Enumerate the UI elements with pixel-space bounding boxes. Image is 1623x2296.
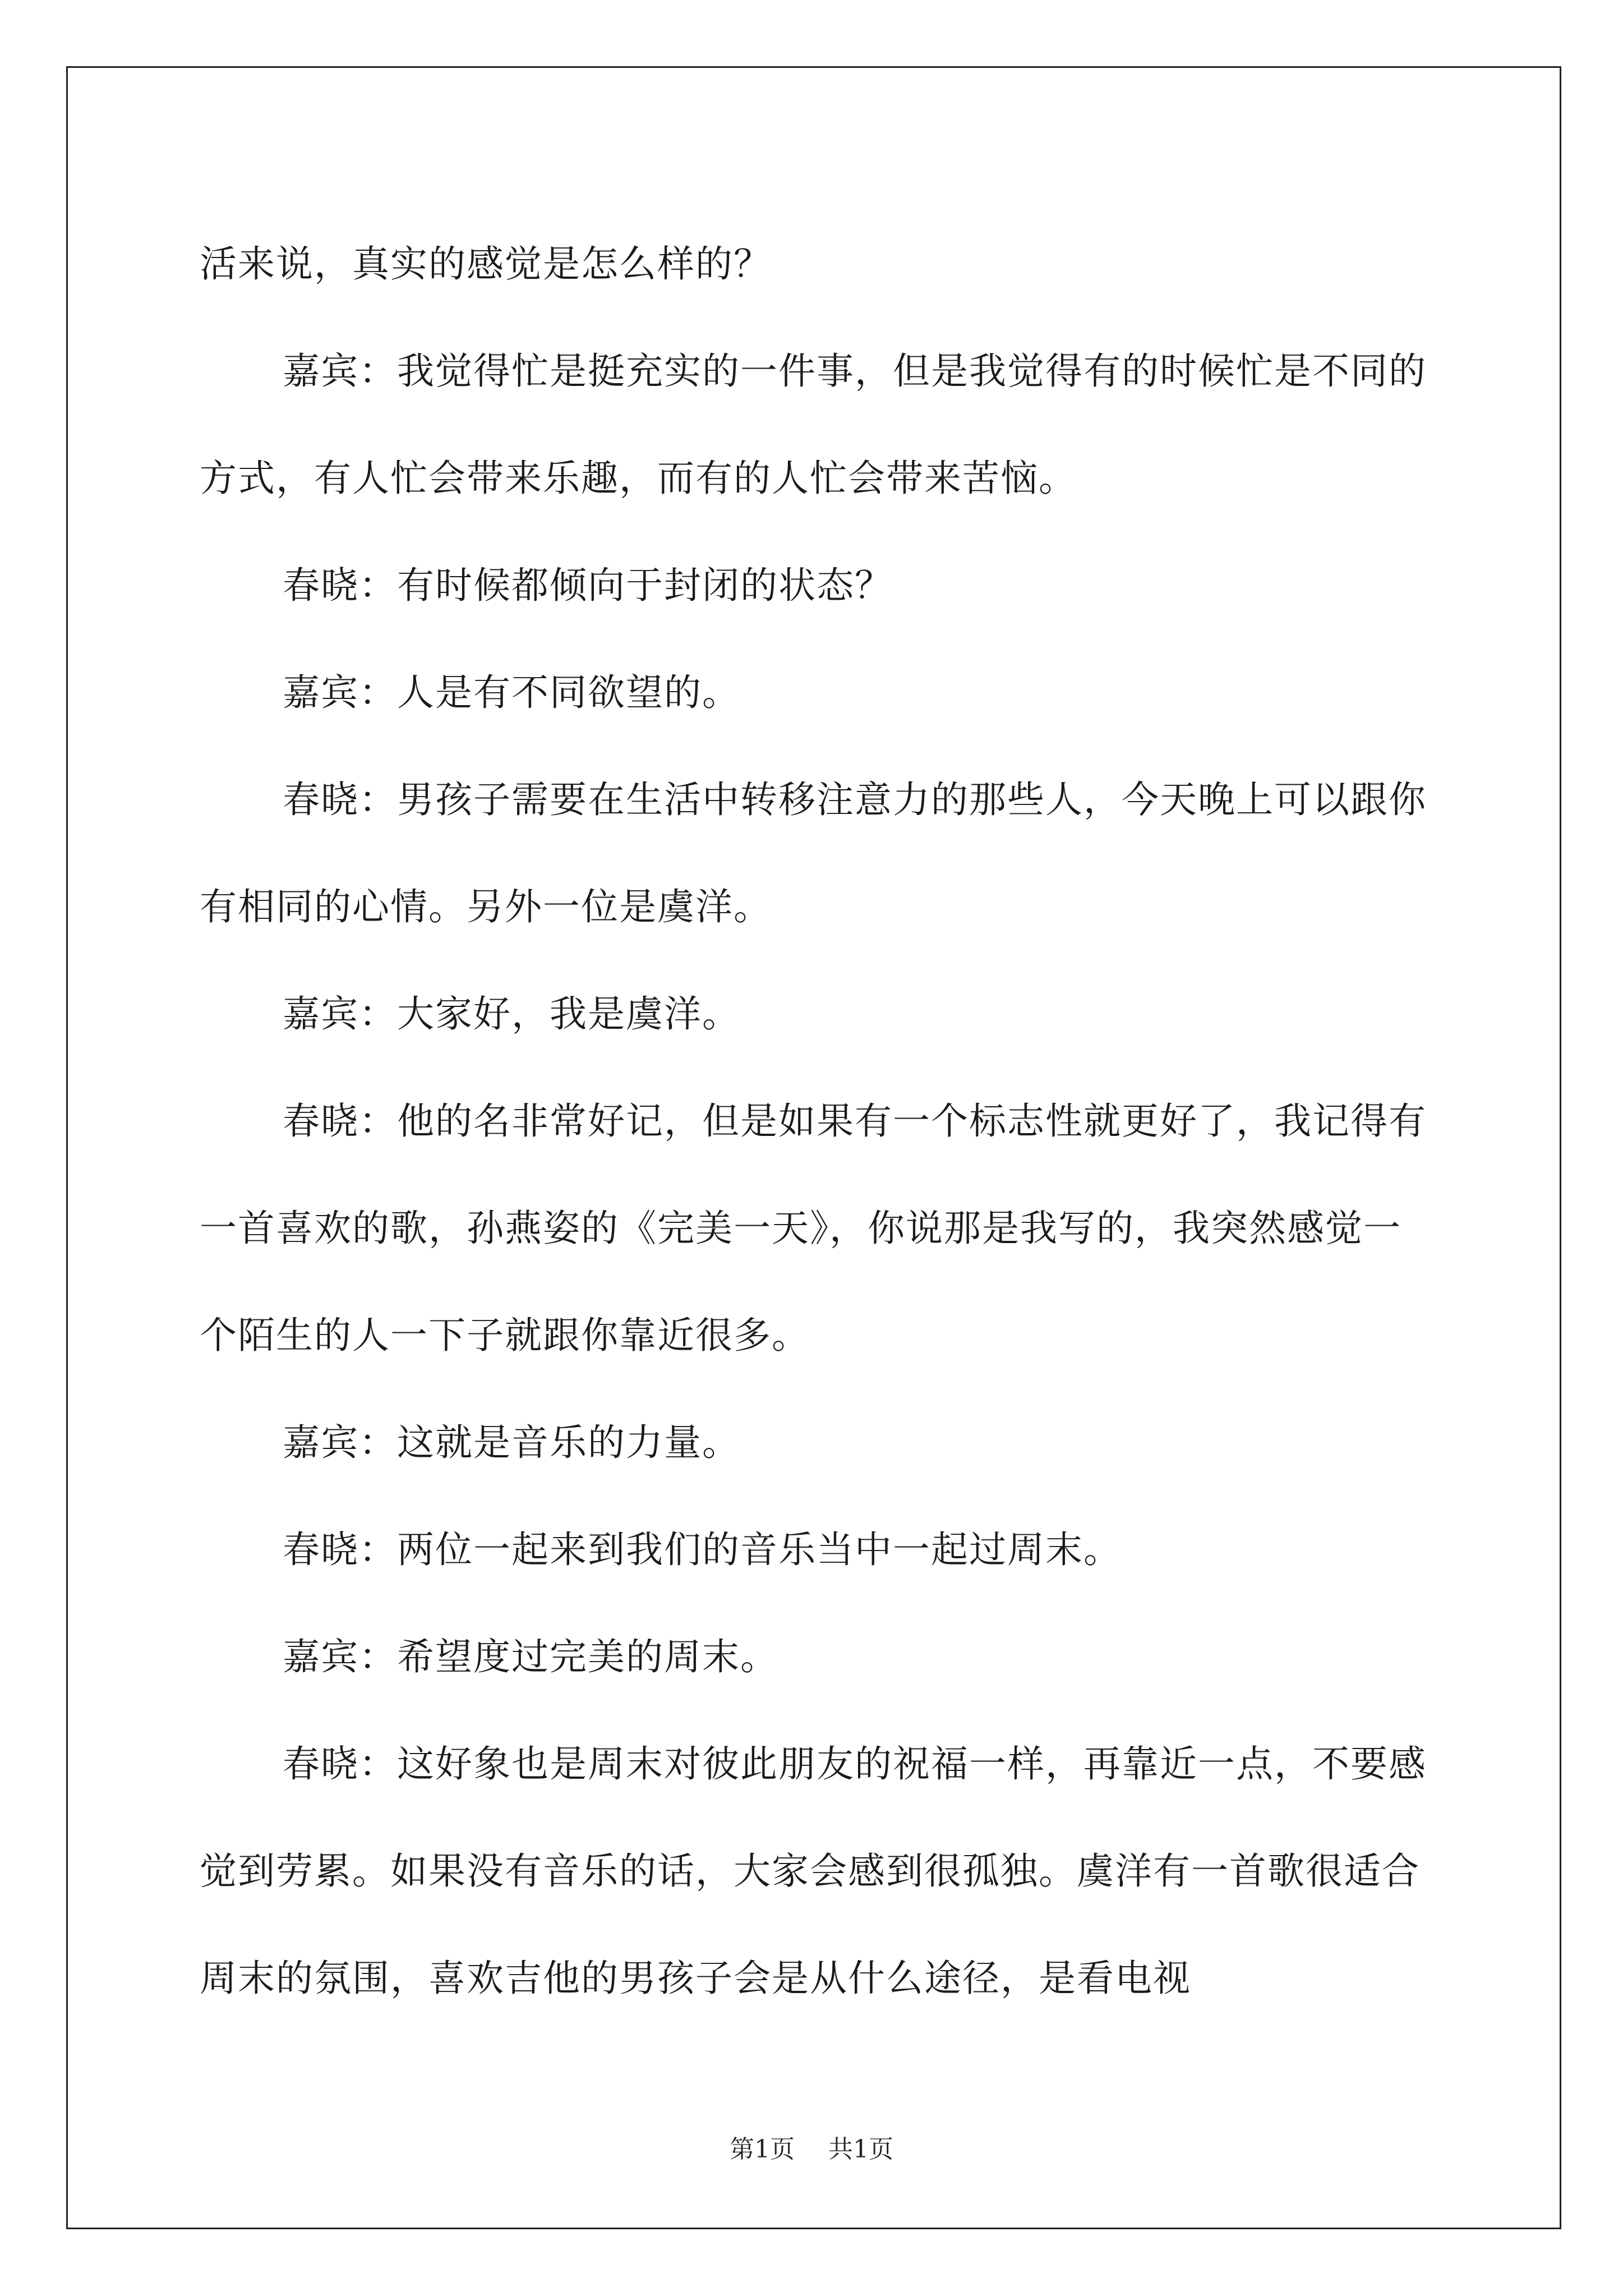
paragraph: 春晓：有时候都倾向于封闭的状态？ [283,564,893,607]
paragraph: 嘉宾：我觉得忙是挺充实的一件事，但是我觉得有的时候忙是不同的方式，有人忙会带来乐趣，而有的人忙会带来苦恼。 [200,349,1427,500]
page-total: 共1页 [828,2135,893,2164]
paragraph: 嘉宾：这就是音乐的力量。 [283,1421,740,1464]
document-body [200,210,1433,2032]
page-footer [0,2129,1623,2165]
paragraph: 活来说，真实的感觉是怎么样的？ [200,242,772,286]
paragraph: 春晓：这好象也是周末对彼此朋友的祝福一样，再靠近一点，不要感觉到劳累。如果没有音乐的话，大家会感到很孤独。虞洋有一首歌很适合周末的氛围，喜欢吉他的男孩子会是从什么途径，是看电视 [200,1742,1427,2000]
paragraph: 嘉宾：大家好，我是虞洋。 [283,992,740,1036]
paragraph: 嘉宾：希望度过完美的周末。 [283,1635,778,1678]
paragraph: 春晓：男孩子需要在生活中转移注意力的那些人，今天晚上可以跟你有相同的心情。另外一位是虞洋。 [200,778,1427,928]
paragraph: 春晓：两位一起来到我们的音乐当中一起过周末。 [283,1528,1122,1571]
paragraph: 春晓：他的名非常好记，但是如果有一个标志性就更好了，我记得有一首喜欢的歌，孙燕姿的《完美一天》，你说那是我写的，我突然感觉一个陌生的人一下子就跟你靠近很多。 [200,1099,1427,1357]
paragraph: 嘉宾：人是有不同欲望的。 [283,671,740,714]
page-number: 第1页 [730,2135,795,2164]
